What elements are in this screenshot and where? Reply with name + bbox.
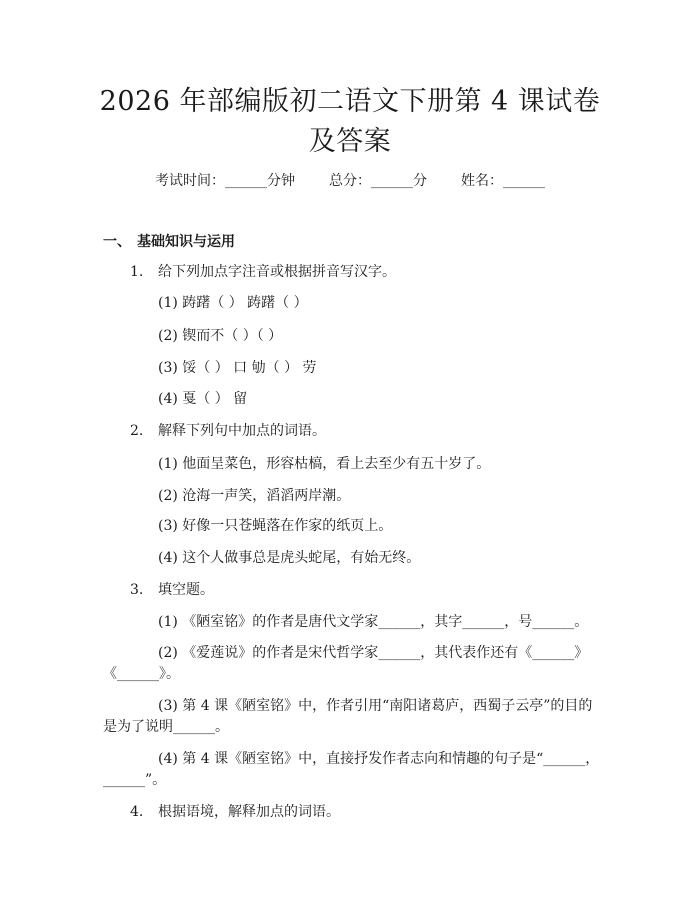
question-2 bbox=[130, 420, 326, 440]
question-1-item-3: (3) 馁（ ） 口 劬（ ） 劳 bbox=[158, 360, 317, 376]
total-score-field: 总分：______分 bbox=[329, 173, 427, 189]
question-3-item-3-continued: 是为了说明______。 bbox=[103, 719, 229, 735]
question-1 bbox=[130, 261, 396, 281]
page-title: 2026 年部编版初二语文下册第 4 课试卷及答案 bbox=[99, 86, 601, 157]
student-name-field: 姓名：______ bbox=[461, 173, 545, 189]
question-2-item-1: (1) 他面呈菜色，形容枯槁，看上去至少有五十岁了。 bbox=[158, 456, 491, 472]
section-number: 一、 bbox=[103, 234, 131, 250]
question-text: 给下列加点字注音或根据拼音写汉字。 bbox=[158, 264, 396, 280]
question-3-item-2: (2) 《爱莲说》的作者是宋代哲学家______，其代表作还有《______》 bbox=[158, 645, 589, 661]
question-text: 根据语境，解释加点的词语。 bbox=[158, 804, 340, 820]
exam-time-field: 考试时间：______分钟 bbox=[155, 173, 295, 189]
section-heading bbox=[103, 231, 235, 251]
question-number: 4. bbox=[130, 804, 144, 820]
question-4 bbox=[130, 801, 340, 821]
question-3-item-1: (1) 《陋室铭》的作者是唐代文学家______，其字______，号______。 bbox=[158, 614, 589, 630]
question-2-item-4: (4) 这个人做事总是虎头蛇尾，有始无终。 bbox=[158, 550, 421, 566]
section-title: 基础知识与运用 bbox=[137, 234, 235, 250]
question-2-item-3: (3) 好像一只苍蝇落在作家的纸页上。 bbox=[158, 518, 393, 534]
question-number: 2. bbox=[130, 423, 144, 439]
question-number: 1. bbox=[130, 264, 144, 280]
question-1-item-4: (4) 戛（ ） 留 bbox=[158, 391, 248, 407]
question-2-item-2: (2) 沧海一声笑，滔滔两岸潮。 bbox=[158, 488, 351, 504]
question-1-item-1: (1) 踌躇（ ） 踌躇（ ） bbox=[158, 295, 308, 311]
exam-info bbox=[0, 170, 700, 190]
question-3-item-3: (3) 第 4 课《陋室铭》中，作者引用“南阳诸葛庐，西蜀子云亭”的目的 bbox=[158, 698, 593, 714]
question-3-item-4: (4) 第 4 课《陋室铭》中，直接抒发作者志向和情趣的句子是“______， bbox=[158, 751, 600, 767]
question-3 bbox=[130, 579, 214, 599]
question-text: 填空题。 bbox=[158, 582, 214, 598]
question-text: 解释下列句中加点的词语。 bbox=[158, 423, 326, 439]
question-1-item-2: (2) 锲而不（ ）（ ） bbox=[158, 328, 283, 344]
question-3-item-4-continued: ______”。 bbox=[103, 772, 167, 788]
question-number: 3. bbox=[130, 582, 144, 598]
question-3-item-2-continued: 《______》。 bbox=[103, 666, 180, 682]
